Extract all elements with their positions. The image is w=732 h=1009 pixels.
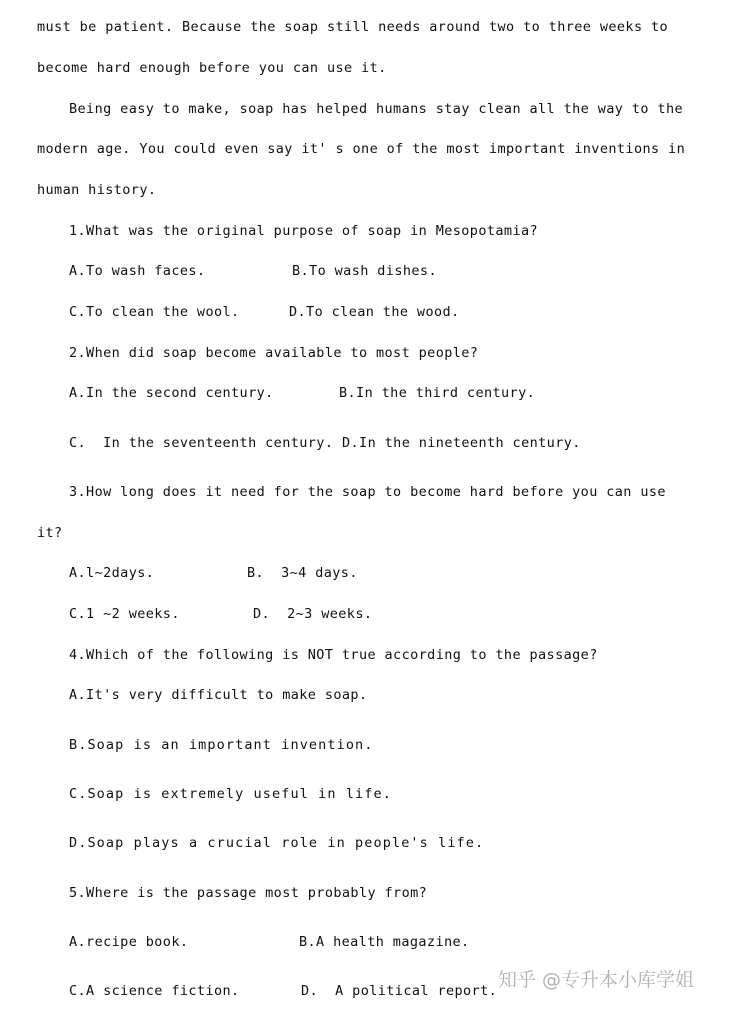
q2-option-b: B.In the third century. bbox=[339, 385, 536, 401]
q4-option-d: D.Soap plays a crucial role in people's life. bbox=[69, 835, 485, 851]
q1-option-c: C.To clean the wool. bbox=[69, 304, 240, 320]
q4-option-a: A.It's very difficult to make soap. bbox=[69, 687, 368, 703]
passage-line: become hard enough before you can use it. bbox=[37, 60, 387, 76]
question-3: 3.How long does it need for the soap to become hard before you can use bbox=[69, 484, 666, 500]
question-2: 2.When did soap become available to most people? bbox=[69, 345, 479, 361]
question-1: 1.What was the original purpose of soap in Mesopotamia? bbox=[69, 223, 539, 239]
q3-option-a: A.l~2days. bbox=[69, 565, 155, 581]
question-5: 5.Where is the passage most probably from? bbox=[69, 885, 428, 901]
q5-option-c: C.A science fiction. bbox=[69, 983, 240, 999]
watermark: 知乎 @专升本小库学姐 bbox=[498, 969, 695, 991]
q5-option-a: A.recipe book. bbox=[69, 934, 189, 950]
q3-option-b: B. 3~4 days. bbox=[247, 565, 358, 581]
q4-option-c: C.Soap is extremely useful in life. bbox=[69, 786, 392, 802]
q4-option-b: B.Soap is an important invention. bbox=[69, 737, 374, 753]
passage-line: must be patient. Because the soap still needs around two to three weeks to bbox=[37, 19, 669, 35]
q1-option-d: D.To clean the wood. bbox=[289, 304, 460, 320]
passage-line: human history. bbox=[37, 182, 157, 198]
q5-option-b: B.A health magazine. bbox=[299, 934, 470, 950]
q1-option-a: A.To wash faces. bbox=[69, 263, 206, 279]
q3-option-d: D. 2~3 weeks. bbox=[253, 606, 373, 622]
passage-line: modern age. You could even say it' s one of the most important inventions in bbox=[37, 141, 686, 157]
q2-option-d: D.In the nineteenth century. bbox=[342, 435, 581, 451]
q2-option-a: A.In the second century. bbox=[69, 385, 274, 401]
q3-option-c: C.1 ~2 weeks. bbox=[69, 606, 180, 622]
question-4: 4.Which of the following is NOT true according to the passage? bbox=[69, 647, 598, 663]
question-3-continued: it? bbox=[37, 525, 63, 541]
q1-option-b: B.To wash dishes. bbox=[292, 263, 437, 279]
q2-option-c: C. In the seventeenth century. bbox=[69, 435, 334, 451]
passage-line: Being easy to make, soap has helped humans stay clean all the way to the bbox=[69, 101, 683, 117]
q5-option-d: D. A political report. bbox=[301, 983, 498, 999]
